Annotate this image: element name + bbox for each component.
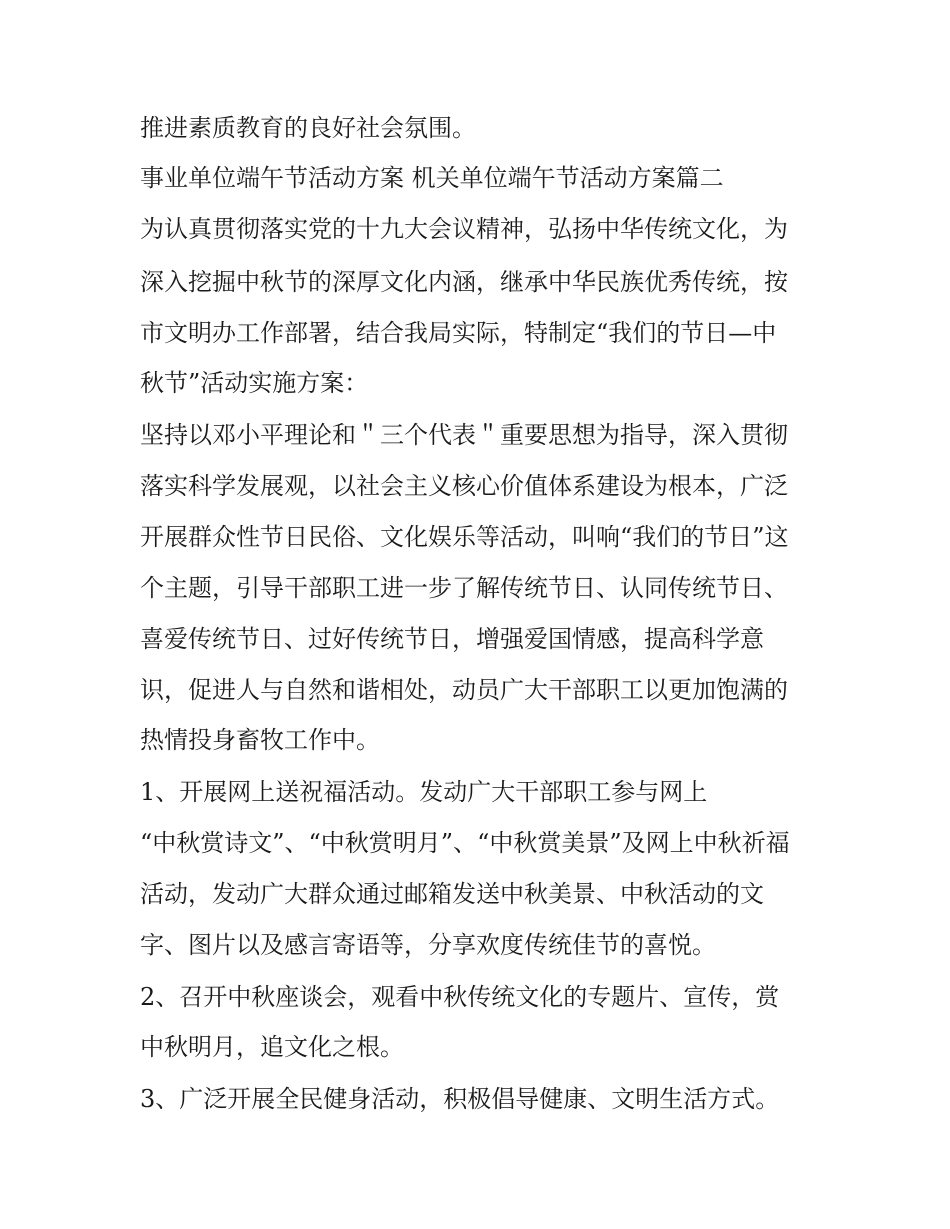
text-line-19: 中秋明月，追文化之根。 [140,1033,404,1061]
text-line-5: 市文明办工作部署，结合我局实际，特制定“我们的节日—中 [140,319,777,347]
text-line-3: 为认真贯彻落实党的十九大会议精神，弘扬中华传统文化，为 [140,215,788,243]
text-line-16: 活动，发动广大群众通过邮箱发送中秋美景、中秋活动的文 [140,880,764,908]
list-item-2: 2、召开中秋座谈会，观看中秋传统文化的专题片、宣传，赏 [140,983,780,1011]
text-line-15: “中秋赏诗文”、“中秋赏明月”、“中秋赏美景”及网上中秋祈福 [140,829,790,857]
section-heading: 事业单位端午节活动方案 机关单位端午节活动方案篇二 [140,164,724,192]
list-item-1: 1、开展网上送祝福活动。发动广大干部职工参与网上 [140,778,708,806]
text-line-13: 热情投身畜牧工作中。 [140,726,380,754]
text-line-9: 开展群众性节日民俗、文化娱乐等活动，叫响“我们的节日”这 [140,523,789,551]
text-line-4: 深入挖掘中秋节的深厚文化内涵，继承中华民族优秀传统，按 [140,268,788,296]
text-line-17: 字、图片以及感言寄语等，分享欢度传统佳节的喜悦。 [140,931,716,959]
list-item-3: 3、广泛开展全民健身活动，积极倡导健康、文明生活方式。 [140,1085,780,1113]
text-line-8: 落实科学发展观，以社会主义核心价值体系建设为根本，广泛 [140,472,788,500]
text-line-7: 坚持以邓小平理论和＂三个代表＂重要思想为指导，深入贯彻 [140,421,788,449]
text-line-11: 喜爱传统节日、过好传统节日，增强爱国情感，提高科学意 [140,625,764,653]
text-line-12: 识，促进人与自然和谐相处，动员广大干部职工以更加饱满的 [140,676,788,704]
text-line-1: 推进素质教育的良好社会氛围。 [140,114,476,142]
text-line-6: 秋节”活动实施方案： [140,369,369,397]
text-line-10: 个主题，引导干部职工进一步了解传统节日、认同传统节日、 [140,574,788,602]
